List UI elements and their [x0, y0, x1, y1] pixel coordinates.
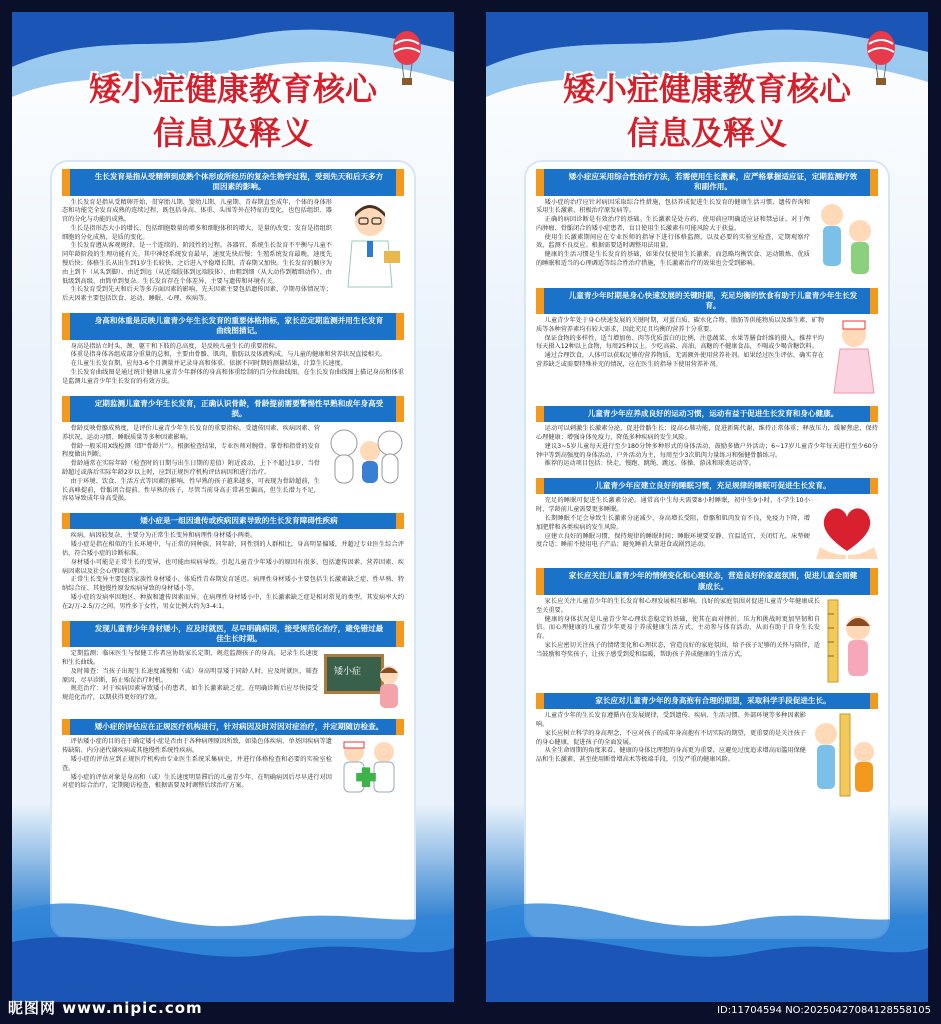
section-paragraph: 矮小症的评估对象是身高和（或）生长速度明显滞后的儿童青少年，在明确病因后尽早进行对因对症的综合治疗，定期随访检查，根据需要及时调整后续治疗方案。 — [62, 773, 332, 790]
section-paragraph: 生长发育受到先天和后天等多方面因素的影响，先天因素主要包括遗传因素、孕期母体情况等；后天因素主要包括饮食、运动、睡眠、心理、疾病等。 — [62, 286, 332, 303]
blackboard-illustration — [324, 650, 404, 710]
section-paragraph: 健康的身体状况是儿童青少年心理状态稳定的基础，使其在面对挫折、压力和挑战时更加坚韧和自信。而心理健康的儿童青少年更易于养成健康生活方式，主动参与体育活动，从而有助于自身生长发育。 — [536, 615, 820, 641]
section-paragraph: 身材矮小可能是正常生长的变异，也可能由疾病导致。引起儿童青少年矮小的原因有很多，包括遗传因素、营养因素、疾病因素以及社会心理因素等。 — [62, 558, 404, 575]
poster-title-line1: 矮小症健康教育核心 — [88, 70, 377, 108]
section-paragraph: 保证食物的多样性，适当增加鱼、肉等优质蛋白的比例，注意蔬菜、水果等膳食纤维的摄入。推荐平均每天摄入12种以上食物，每周25种以上。少吃高盐、高油、高糖的不健康食品，不喝或少喝含糖饮料。 — [536, 334, 824, 351]
section-heading: 定期监测儿童青少年生长发育，正确认识骨龄，骨龄提前需要警惕性早熟和成年身高受损。 — [62, 396, 404, 423]
section-paragraph: 儿童青少年的生长发育遵循内在发展规律，受到遗传、疾病、生活习惯、外部环境等多种因素影响。 — [536, 712, 806, 729]
section-heading: 矮小症的评估应在正规医疗机构进行，针对病因及时对因对症治疗，并定期随访检查。 — [62, 719, 404, 735]
section-heading: 矮小症应采用综合性治疗方法，若需使用生长激素，应严格掌握适应证，定期监测疗效和副作用。 — [536, 169, 878, 196]
section-paragraph: 生长是指形态大小的增长，包括细胞数量的增多和细胞体积的增大，是量的改变；发育是指组织细胞的分化成熟，是质的变化。 — [62, 224, 332, 241]
watermark-site-name: 昵图网 www.nipic.com — [8, 999, 203, 1017]
section-paragraph: 正常生长变异主要包括家族性身材矮小、体质性青春期发育延迟。病理性身材矮小主要包括生长激素缺乏症、性早熟、特纳综合征、其他慢性原发疾病导致的身材矮小等。 — [62, 576, 404, 593]
section-paragraph: 评估矮小症的目的在于确定矮小症是否由于各种病理原因所致，如染色体疾病、单基因疾病等遗传缺陷、内分泌代谢疾病或其他慢性系统性疾病。 — [62, 738, 332, 755]
content-card-right — [526, 162, 888, 937]
section-paragraph: 运动可以刺激生长激素分泌，促进骨骼生长；提高心肺功能，促进新陈代谢，维持正常体重；释放压力，缓解焦虑，保持心理健康；增强身体免疫力，降低多种疾病的发生风险。 — [536, 425, 878, 442]
section-heading: 儿童青少年时期是身心快速发展的关键时期，充足均衡的饮食有助于儿童青少年生长发育。 — [536, 288, 878, 315]
section-paragraph: 及时筛查：当孩子出现生长速度减慢和（或）身高明显矮于同龄人时，应及时就医，筛查原因，尽早诊断，防止贻误治疗时机。 — [62, 667, 318, 684]
blackboard-sign-text: 矮小症 — [334, 667, 362, 678]
section-paragraph: 正确的病因诊断是有效治疗的基础。生长激素是处方药，使用前应明确适应证和禁忌证。对于颅内肿瘤、骨骺闭合的矮小症患者，盲目使用生长激素有可能风险大于获益。 — [536, 216, 810, 232]
section-paragraph: 骨龄通常在实际年龄（检查时的日期与出生日期的差值）附近波动，上下不超过1岁，当骨龄超过或落后实际年龄2岁以上时，应到正规医疗机构评估病因和进行治疗。 — [62, 460, 320, 477]
section-height-weight — [52, 306, 414, 388]
section-paragraph: 生长发育曲线图是通过统计健康儿童青少年群体的身高和体重绘制的百分位曲线图。在生长发育曲线图上描记身高和体重是监测儿童青少年生长发育的有效方法。 — [62, 368, 404, 385]
section-paragraph: 骨龄反映骨骼成熟度，是评价儿童青少年生长发育的重要指标，受遗传因素、疾病因素、营养状况、运动习惯、睡眠质量等多种因素影响。 — [62, 425, 320, 441]
section-heading: 家长应对儿童青少年的身高抱有合理的期望，采取科学手段促进生长。 — [536, 693, 878, 709]
section-paragraph: 充足的睡眠可促进生长激素分泌。通常高中生每天需要8小时睡眠，初中生9小时，小学生10小时，学龄前儿童需要更多睡眠。 — [536, 497, 810, 514]
poster-title-line2: 信息及释义 — [152, 114, 313, 152]
section-paragraph: 由于环境、饮食、生活方式等因素的影响，性早熟的孩子越来越多，可表现为骨龄超前，生长高峰提前，骨骺闭合提前。性早熟的孩子，尽管当前身高正常甚至偏高，但生长潜力不足，容易导致成年身高受损。 — [62, 477, 320, 503]
section-nutrition — [526, 281, 888, 400]
section-paragraph: 推荐的运动项目包括：快走、慢跑、跳绳、跳远、体操、游泳和球类运动等。 — [544, 460, 756, 468]
section-heading: 生长发育是指从受精卵到成熟个体形成所经历的复杂生物学过程，受到先天和后天多方面因素的影响。 — [62, 169, 404, 196]
poster-left — [12, 12, 454, 1002]
section-paragraph: 规范治疗：对于疾病因素导致矮小的患者，如生长激素缺乏症，在明确诊断后应尽快接受规范化治疗，以期获得更好的疗效。 — [62, 685, 318, 702]
section-heading: 家长应关注儿童青少年的情绪变化和心理状态，营造良好的家庭氛围，促进儿童全面健康成长。 — [536, 568, 878, 595]
section-paragraph: 应建立良好的睡眠习惯，保持规律的睡眠时间；睡眠环境要安静、宜温适宜，关闭灯光，床垫硬度合适；睡前不使用电子产品；避免睡前大量进食或剧烈运动。 — [536, 532, 810, 549]
content-card-left — [52, 162, 414, 937]
section-paragraph: 身高是指站立时头、颈、躯干和下肢的总高度，是反映儿童生长的重要指标。 — [70, 342, 282, 350]
section-paragraph: 体重是指身体各组成部分重量的总和，主要由骨骼、肌肉、脂肪以及体液构成，与儿童的健康和营养状况直接相关。 — [70, 351, 387, 359]
poster-right — [486, 12, 928, 1002]
heart-in-hands-icon — [816, 497, 878, 559]
section-paragraph: 建议3~5岁儿童每天进行至少180分钟多种形式的身体活动，鼓励多做户外活动；6~17岁儿童青少年每天进行至少60分钟中等到高强度的身体活动，户外活动为主，每周至少3次肌肉力量练习和强健骨骼练习。 — [536, 442, 878, 459]
section-exercise — [526, 399, 888, 471]
section-paragraph: 在儿童生长发育期，应每3-6个月测量并记录身高和体重。依据不同时期的测量结果，计算生长速度。 — [70, 360, 347, 368]
section-paragraph: 矮小症的治疗应针对病因采取综合性措施，包括养成促进生长发育的健康生活习惯、遗传咨询和采用生长激素、积极治疗原发病等。 — [536, 198, 810, 215]
children-cartoon-icon — [326, 425, 404, 487]
doctor-illustration-icon — [338, 199, 404, 289]
section-paragraph: 生长发育是指从受精卵开始，贯穿胎儿期、婴幼儿期、儿童期、青春期直至成年，个体的身体形态和功能完全发育成熟的连续过程，既包括身高、体重、头围等外在特征的变化，也包括组织、器官的分化与功能的成熟。 — [62, 198, 332, 224]
section-evaluation — [52, 712, 414, 800]
girl-height-ruler-icon — [826, 598, 878, 684]
section-paragraph: 通过合理饮食，人体可以获取足够的营养物质，无需额外使用营养补剂。如果经过医生评估，确实存在营养缺乏或需要特殊补充的情况，应在医生的指导下使用营养补剂。 — [536, 352, 824, 368]
section-heading: 身高和体重是反映儿童青少年生长发育的重要体格指标，家长应定期监测并用生长发育曲线图描记。 — [62, 313, 404, 340]
kids-growth-ruler-icon — [812, 712, 878, 798]
section-paragraph: 长期睡眠不足会导致生长激素分泌减少，身高增长受阻，骨骼和肌肉发育不良，免疫力下降，增加肥胖和各类疾病的发生风险。 — [536, 515, 810, 531]
section-heading: 儿童青少年应养成良好的运动习惯，运动有益于促进生长发育和身心健康。 — [536, 406, 878, 422]
section-paragraph: 使用生长激素期间应在专业医师的指导下进行体格监测，以及必要的实验室检查，定期观察疗效，监测不良反应。根据需要适时调整用法用量。 — [536, 233, 810, 250]
poster-title-line1: 矮小症健康教育核心 — [562, 70, 851, 108]
section-paragraph: 儿童青少年处于身心快速发展的关键时期，对蛋白质、碳水化合物、脂肪等供能物质以及维生素、矿物质等各种营养素均有较大需求，因此充足且均衡的营养十分重要。 — [536, 317, 824, 333]
poster-title-line2: 信息及释义 — [626, 114, 787, 152]
section-paragraph: 矮小症的评估应到正规医疗机构由专业医生系统采集病史，并进行体格检查和必要的实验室检查。 — [62, 755, 332, 772]
section-heading: 发现儿童青少年身材矮小，应及时就医，尽早明确病因，接受规范化治疗，避免错过最佳生长时期。 — [62, 621, 404, 648]
section-early-treatment — [52, 614, 414, 713]
section-heading: 矮小症是一组因遗传或疾病因素导致的生长发育障碍性疾病 — [62, 513, 404, 529]
teacher-icon — [374, 664, 404, 710]
section-reasonable-expectation — [526, 686, 888, 800]
section-paragraph: 家长应关注儿童青少年的生长发育和心理发展相互影响。良好的家庭氛围对促进儿童青少年健康成长至关重要。 — [536, 597, 820, 614]
section-heading: 儿童青少年应建立良好的睡眠习惯，充足规律的睡眠可促进生长发育。 — [536, 478, 878, 494]
section-paragraph: 疾病，病因较复杂，主要分为正常生长变异和病理性身材矮小两类。 — [70, 532, 257, 540]
bottom-wave-decoration — [486, 852, 928, 1002]
bottom-wave-decoration — [12, 852, 454, 1002]
section-mental-health — [526, 561, 888, 686]
nurse-icon — [830, 317, 878, 397]
section-paragraph: 矮小症的发病率因地区、种族和遗传因素而异。在病理性身材矮小中，生长激素缺乏症是相对常见的类型，其发病率大约在2/万-2.5/万之间，男性多于女性，男女比例大约为3-4:1。 — [62, 594, 404, 610]
section-sleep — [526, 471, 888, 561]
section-paragraph: 生长发育遵从客观规律，是一个连续的、阶段性的过程。各器官、系统生长发育不平衡与儿童不同年龄阶段的生理功能有关。其中神经系统发育最早，速度先快后慢；生殖系统发育最晚，速度先慢后快；体格生长从出生到1岁生长较快，之后进入平稳增长期，青春期又加快。生长发育的顺序为由上到下（从头到脚）、由近到远（从近端肢体到远端肢体）、由粗到细（从大动作到精细动作）、由低级到高级、由简单到复杂。生长发育存在个体差异，主要与遗传和环境有关。 — [62, 242, 332, 285]
section-paragraph: 定期监测：临床医生与保健工作者应协助家长定期、规范监测孩子的身高，记录生长速度和生长曲线。 — [62, 650, 318, 666]
section-growth-definition — [52, 162, 414, 306]
section-comprehensive-treatment — [526, 162, 888, 281]
section-paragraph: 矮小症是指在相似的生长环境中，与正常的同种族、同年龄、同性别的人群相比，身高明显偏矮，并超过专业医生综合评估，符合矮小症的诊断标准。 — [62, 541, 404, 558]
section-paragraph: 骨龄一般采用X线检测（即“骨龄片”）。根据检查结果，专业医师对腕骨、掌骨和指骨的发育程度做出判断。 — [62, 442, 320, 459]
section-paragraph: 健康的生活习惯是生长发育的基础，如果仅仅使用生长激素，而忽略均衡饮食、运动锻炼、优质的睡眠和适当的心理调适等综合性治疗措施，生长激素治疗的效果也会受到影响。 — [536, 251, 810, 268]
section-short-stature-definition — [52, 506, 414, 613]
watermark-image-id: ID:11704594 NO:20250427084128558105 — [717, 1005, 931, 1016]
section-paragraph: 家长应树立科学的身高理念，不应对孩子的成年身高抱有不切实际的期望，更重要的是关注孩子的身心健康，促进孩子的全面发展。 — [536, 729, 806, 746]
medical-staff-icon — [338, 738, 404, 798]
section-paragraph: 家长应密切关注孩子的情绪变化和心理状态，营造良好的家庭氛围，给予孩子足够的关怀与陪伴，适当鼓励和夸奖孩子，让孩子感受到爱和温暖，帮助孩子养成健康的生活方式。 — [536, 641, 820, 658]
section-paragraph: 从全生命周期的角度来看，健康的身体比理想的身高更为重要，应避免过度追求增高而滥用保健品和生长激素，甚至使用断骨增高术等极端手段，引发严重的健康风险。 — [536, 747, 806, 764]
kids-height-compare-icon — [816, 199, 878, 279]
section-bone-age — [52, 389, 414, 507]
